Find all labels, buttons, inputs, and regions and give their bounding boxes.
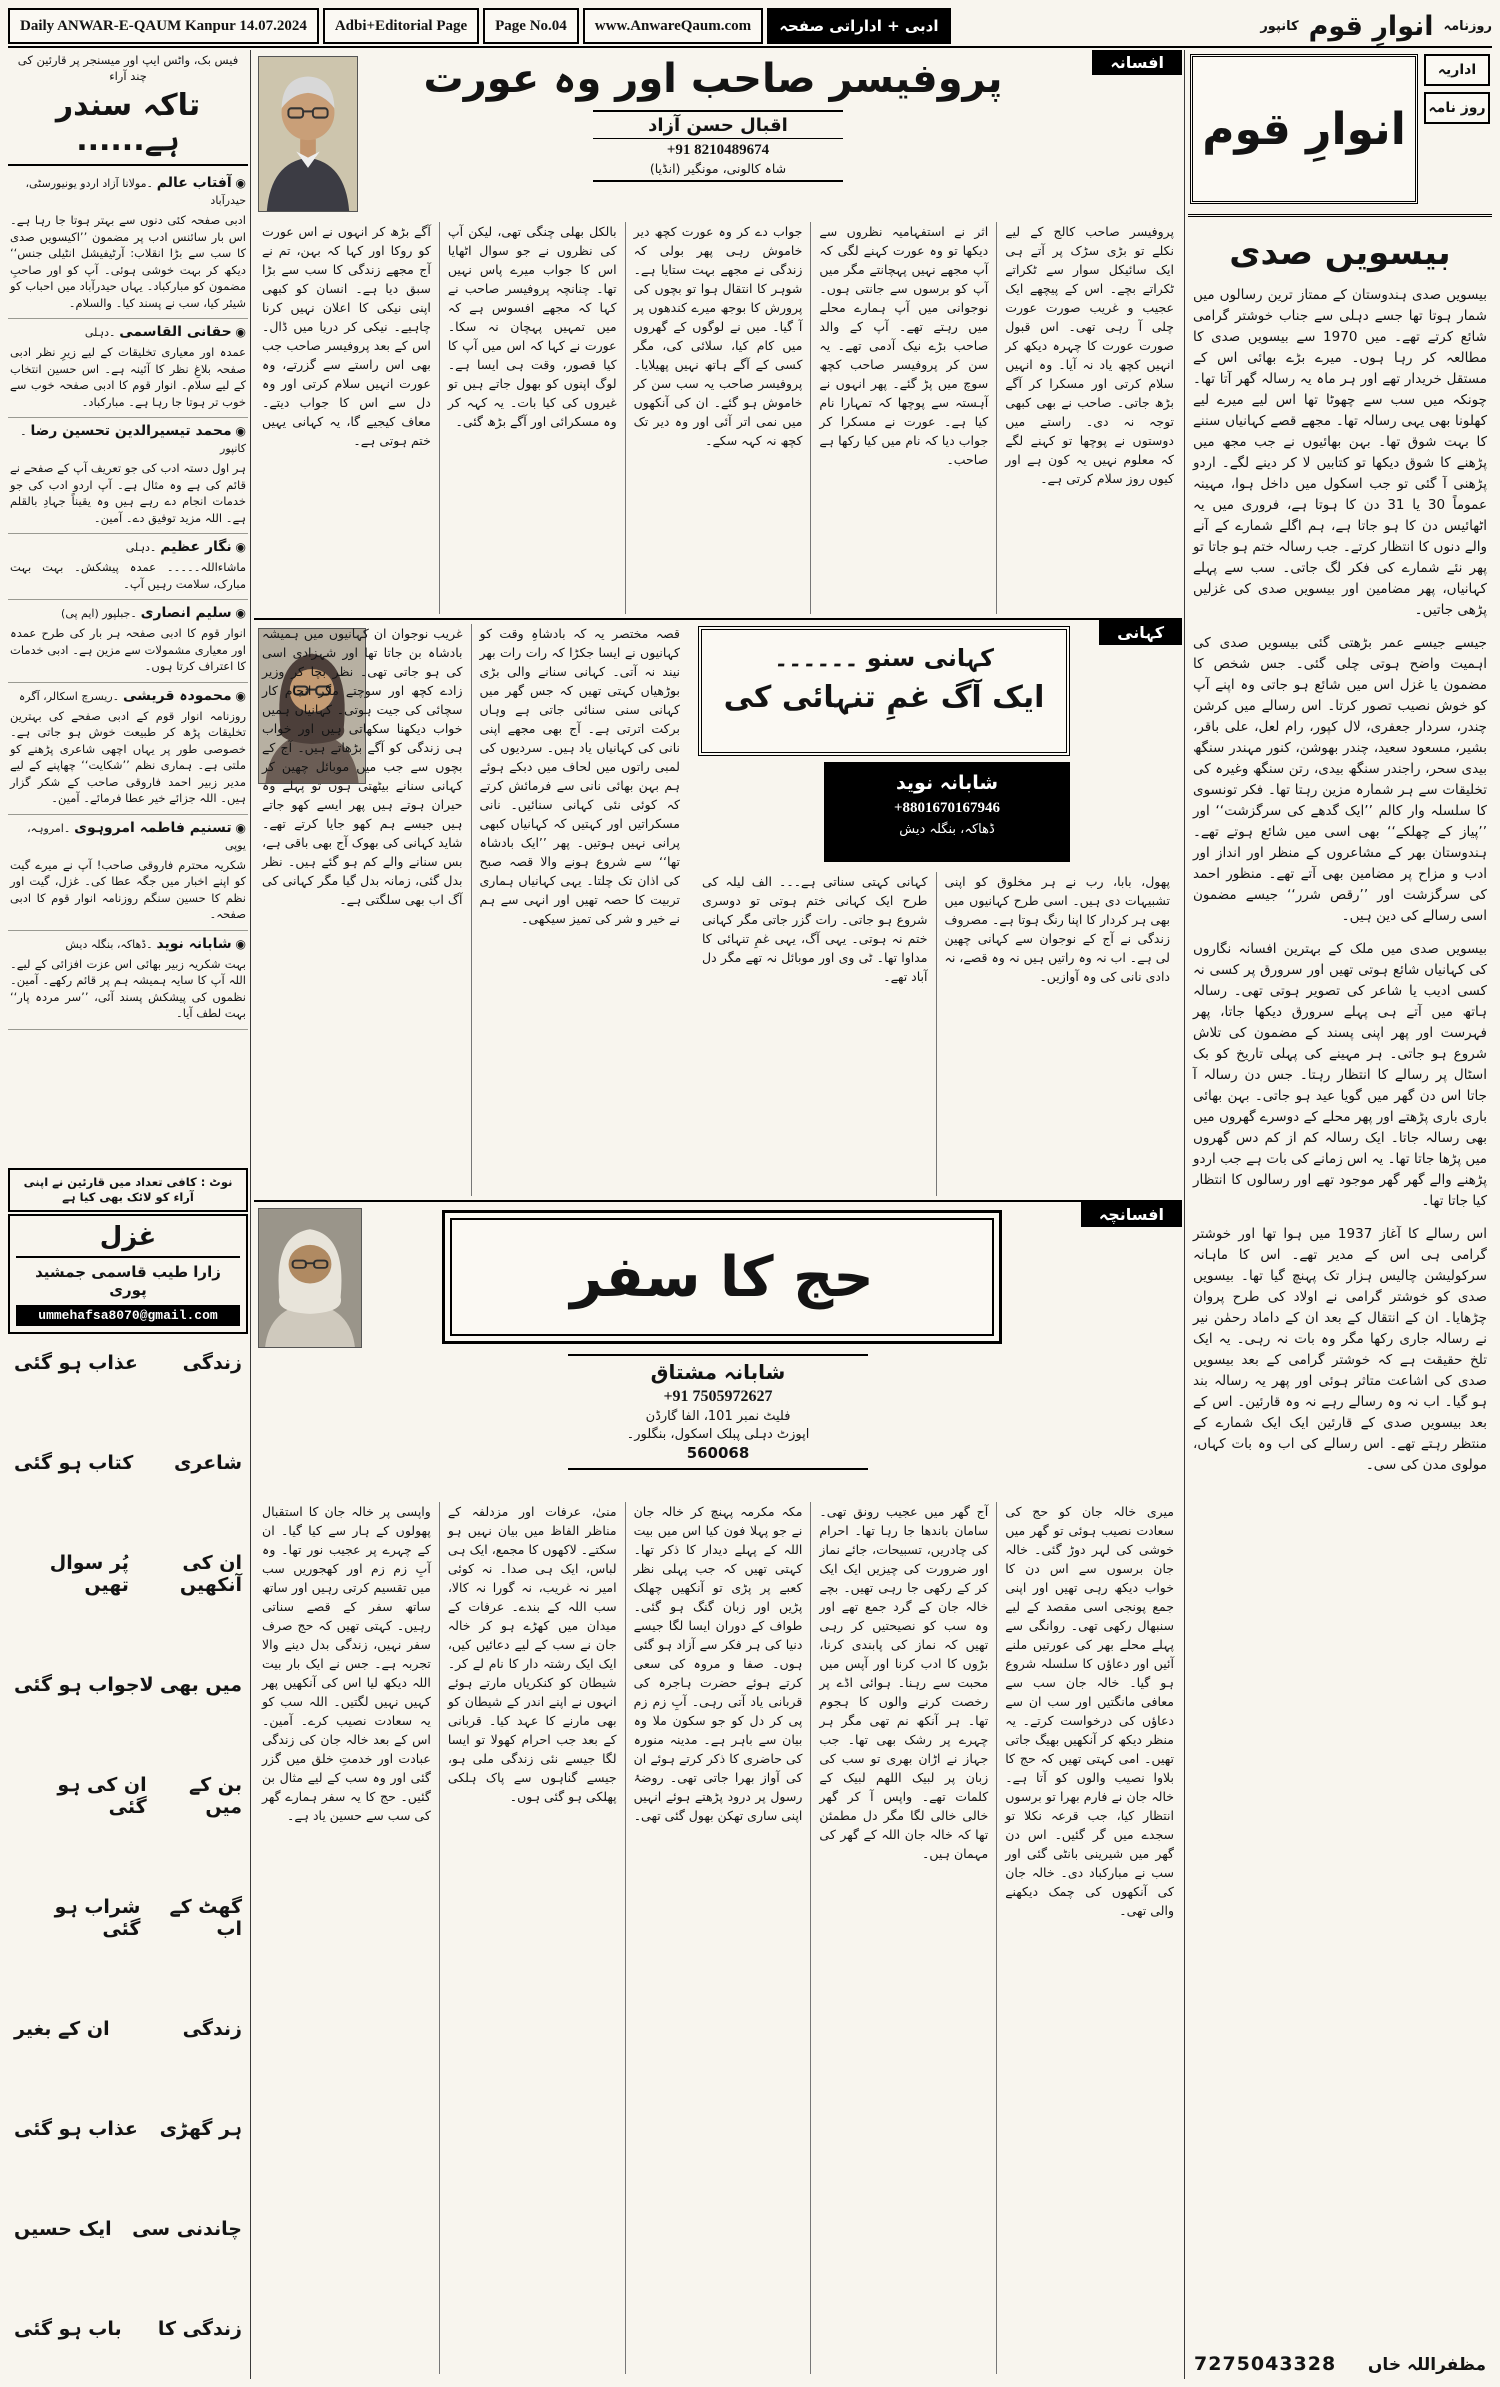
- story-kahani: [254, 620, 1182, 1198]
- opinion-text: شکریہ محترم فاروقی صاحب! آپ نے میرے گیت کو اپنے اخبار میں جگہ عطا کی۔ غزل، گیت اور نظم کا حسین سنگم روزنامہ انوار قوم کا ادبی صفحہ۔: [10, 857, 246, 921]
- opinion-entry: [8, 815, 248, 931]
- editorial-masthead: [1188, 50, 1492, 217]
- ghazal-line: شاعری کتاب ہو گئی: [14, 1452, 242, 1474]
- story-title: حج کا سفر: [450, 1218, 994, 1336]
- story-author: شابانہ نوید: [895, 772, 999, 794]
- story-author-address2: اپوزٹ دہلی پبلک اسکول، بنگلور۔: [626, 1427, 810, 1442]
- daily-label: روز نامہ: [1424, 92, 1490, 124]
- story-byline: [568, 1354, 868, 1470]
- ghazal-line: میں بھی لاجواب ہو گئی: [14, 1674, 242, 1696]
- story-author-pincode: 560068: [686, 1444, 750, 1462]
- opinion-text: بہت شکریہ زبیر بھائی اس عزت افزائی کے لیے۔ اللہ آپ کا سایہ ہمیشہ ہم پر قائم رکھے۔ آمین۔ نظموں کی پیشکش پسند آئی، ’’سر مردہ پار‘‘ بہت لطف آیا۔: [10, 956, 246, 1020]
- opinion-author: سلیم انصاری: [140, 605, 232, 621]
- story-column: جواب دے کر وہ عورت کچھ دیر خاموش رہی پھر بولی کہ زندگی نے مجھے بہت ستایا ہے۔ شوہر کا انتقال ہوا تو بچوں کی پرورش کا بوجھ میرے کندھوں پر آ گیا۔ میں نے لوگوں کے گھروں میں کام کیا، سلائی کی، مگر کسی کے آگے ہاتھ نہیں پھیلایا۔ پروفیسر صاحب یہ سب سن کر خاموش ہو گئے۔ ان کی آنکھوں میں نمی اتر آئی اور وہ دیر تک کچھ نہ کہہ سکے۔: [625, 222, 811, 614]
- story-body-bottom: [694, 872, 1178, 1196]
- opinion-entry: [8, 683, 248, 815]
- story-column: بالکل بھلی چنگی تھی، لیکن آپ کی نظروں نے جو سوال اٹھایا اس کا جواب میرے پاس نہیں تھا۔ چنانچہ پروفیسر صاحب نے کہا کہ مجھے افسوس ہے کہ میں تمہیں پہچان نہ سکا۔ عورت نے کہا کہ اس میں آپ کا کیا قصور، وقت ہی ایسا ہے۔ لوگ اپنوں کو بھول جاتے ہیں تو غیروں کی کیا بات۔ یہ کہہ کر وہ مسکرائی اور آگے بڑھ گئی۔: [439, 222, 625, 614]
- editorial-paragraph: بیسویں صدی میں ملک کے بہترین افسانہ نگاروں کی کہانیاں شائع ہوتی تھیں اور سرورق پر کسی نہ کسی ادیب یا شاعر کی تصویر ہوتی تھی۔ رسالہ ہاتھ میں آتے ہی پہلے سرورق دیکھا جاتا، پھر فہرست اور پھر اپنی پسند کے مضمون کی تلاش شروع ہو جاتی۔ ہر مہینے کی پہلی تاریخ کو بک اسٹال پر رسالے کا انتظار رہتا۔ جس دن رسالہ آ جاتا اس دن گھر میں گویا عید ہو جاتی۔ بہن بھائی باری باری پڑھتے اور پھر محلے کے دوسرے گھروں میں بھی رسالہ جاتا۔ ایک رسالہ کم از کم دس گھروں میں پڑھا جاتا تھا۔ یہ اس زمانے کی بات ہے جب اردو پڑھنے والے گھر گھر موجود تھے اور رسالوں کا انتظار کیا جاتا تھا۔: [1193, 941, 1487, 1209]
- opinion-author: آفتاب عالم: [156, 175, 232, 191]
- masthead-city: کانپور: [1260, 18, 1299, 34]
- story-author-address: شاہ کالونی، مونگیر (انڈیا): [649, 161, 787, 176]
- masthead-urdu: [955, 8, 1492, 44]
- opinion-author: محمد تیسیرالدین تحسین رضا: [30, 423, 232, 439]
- opinion-author: شابانہ نوید: [156, 935, 232, 952]
- story-title-box: [698, 626, 1070, 756]
- story-author-phone: +91 8210489674: [666, 142, 770, 158]
- masthead-title: انوارِ قوم: [1308, 10, 1434, 42]
- story-column: اثر نے استفہامیہ نظروں سے دیکھا تو وہ عورت کہنے لگی کہ آپ مجھے نہیں پہچانتے مگر میں آپ کو برسوں سے جانتی ہوں۔ نوجوانی میں آپ ہمارے محلے میں رہتے تھے۔ آپ کے والد صاحب بڑے نیک آدمی تھے۔ یہ سن کر پروفیسر صاحب کچھ سوچ میں پڑ گئے۔ پھر انہوں نے آہستہ سے پوچھا کہ تمہارا نام کیا ہے۔ عورت نے مسکرا کر جواب دیا کہ نام میں کیا رکھا ہے صاحب۔: [810, 222, 996, 614]
- column-rule-right: [1184, 50, 1185, 2379]
- story-title-box: [442, 1210, 1002, 1344]
- readers-opinions-column: [8, 50, 248, 1212]
- column-rule-left: [250, 50, 251, 2379]
- editorial-column: [1188, 50, 1492, 2379]
- page-section-label: Adbi+Editorial Page: [323, 8, 479, 44]
- story-author-address1: فلیٹ نمبر 101، الفا گارڈن: [645, 1409, 791, 1424]
- opinion-author: تسنیم فاطمہ امروہوی: [74, 819, 232, 836]
- ghazal-poet: زارا طیب قاسمی جمشید پوری: [35, 1263, 221, 1299]
- bullet-icon: ◉: [235, 424, 246, 438]
- bullet-icon: ◉: [235, 325, 246, 339]
- story-author-city: ڈھاکہ، بنگلہ دیش: [899, 822, 995, 837]
- editorial-body: [1188, 285, 1492, 1476]
- story-genre-label: کہانی: [1099, 620, 1182, 645]
- portrait-man-icon: [259, 57, 357, 211]
- editorial-paragraph: جیسے جیسے عمر بڑھتی گئی بیسویں صدی کی اہمیت واضح ہوتی چلی گئی۔ جس شخص کا مضمون یا غزل اس میں شائع ہو جاتی وہ اپنے آپ کو خوش نصیب تصور کرتا۔ اس رسالے میں کرشن چندر، سردار جعفری، لال کپور، رام لعل، علی باقر، بشیر، مسعود سعید، چندر بھوشن، کنور مہندر سنگھ بیدی سحر، راجندر سنگھ بیدی، رتن سنگھ وغیرہ کی تخلیقات سے ہر شمارہ مزین رہتا تھا۔ فکر تونسوی کا سلسلہ وار کالم ’’ایک گدھے کی سرگزشت‘‘ اور ’’پیاز کے چھلکے‘‘ بھی اسی میں شائع ہوتے تھے۔ ہندوستان بھر کے مشاعروں کے منظر اور انداز اور ادب و مزاح پر مضامین بھی آتے تھے۔ منظور احمد کی سرگزشت اور ’’رقص شرر‘‘ جیسے مضمون اسی رسالے کی دین ہیں۔: [1193, 635, 1487, 924]
- story-body: [254, 1502, 1182, 2374]
- opinion-location: ۔ریسرچ اسکالر، آگرہ: [18, 689, 120, 703]
- ghazal-line: ہر گھڑی عذاب ہو گئی: [14, 2118, 242, 2140]
- opinion-entry: [8, 170, 248, 319]
- ghazal-header-box: [8, 1214, 248, 1334]
- story-column: واپسی پر خالہ جان کا استقبال پھولوں کے ہار سے کیا گیا۔ ان کے چہرے پر عجیب نور تھا۔ وہ آبِ زم زم اور کھجوریں سب میں تقسیم کرتی رہیں اور ساتھ ساتھ سفر کے قصے سناتی رہیں۔ کہتی تھیں کہ حج صرف سفر نہیں، زندگی بدل دینے والا تجربہ ہے۔ جس نے ایک بار بیت اللہ دیکھ لیا اس کی آنکھیں پھر کہیں نہیں لگتیں۔ اللہ سب کو یہ سعادت نصیب کرے۔ آمین۔ اس کے بعد خالہ جان کی زندگی عبادت اور خدمتِ خلق میں گزر گئی اور وہ سب کے لیے مثال بن گئیں۔ حج کا یہ سفر ہمارے گھر کی سب سے حسین یاد ہے۔: [262, 1504, 431, 1823]
- opinion-location: ۔مولانا آزاد اردو یونیورسٹی، حیدرآباد: [25, 177, 246, 207]
- story-author: شابانہ مشتاق: [650, 1360, 786, 1384]
- story-body: [254, 222, 1182, 614]
- opinion-entry: [8, 319, 248, 418]
- masthead-english: Daily ANWAR-E-QAUM Kanpur 14.07.2024: [8, 8, 319, 44]
- story-body-right: [254, 624, 688, 1196]
- editor-name: مظفراللہ خاں: [1367, 2355, 1486, 2375]
- story-column: پھول، بابا، رب نے ہر مخلوق کو اپنی تشبیہات دی ہیں۔ اسی طرح کہانیوں میں بھی ہر کردار کا اپنا رنگ ہوتا ہے۔ مصروف زندگی نے آج کے نوجوان سے کہانی چھین لی ہے۔ اب نہ وہ راتیں ہیں نہ وہ قصے، نہ دادی نانی کی وہ آوازیں۔: [936, 872, 1179, 1196]
- masthead-prefix: روزنامہ: [1443, 18, 1492, 34]
- ghazal-line: زندگی ان کے بغیر: [14, 2018, 242, 2040]
- opinion-location: ۔دہلی: [84, 326, 116, 339]
- story-column: کہانی کہتی سناتی ہے۔۔۔ الف لیلہ کی طرح ایک کہانی ختم ہوتی تو دوسری شروع ہو جاتی۔ رات گزر جاتی مگر کہانی ختم نہ ہوتی۔ یہی آگ، یہی غمِ تنہائی کا مداوا تھا۔ ٹی وی اور موبائل نہ تھے مگر دل آباد تھے۔: [702, 874, 928, 984]
- header-divider: [8, 46, 1492, 48]
- opinion-author: محمودہ قریشی: [122, 687, 232, 704]
- page-header: [8, 8, 1492, 44]
- story-column: مکہ مکرمہ پہنچ کر خالہ جان نے جو پہلا فون کیا اس میں بیت اللہ کے پہلے دیدار کا ذکر تھا۔ کہتی تھیں کہ جب پہلی نظر کعبے پر پڑی تو آنکھیں چھلک پڑیں اور زبان گنگ ہو گئی۔ طواف کے دوران ایسا لگا جیسے دنیا کی ہر فکر سے آزاد ہو گئی ہوں۔ صفا و مروہ کی سعی کرتے ہوئے حضرت ہاجرہ کی قربانی یاد آتی رہی۔ آبِ زم زم پی کر دل کو جو سکون ملا وہ بیان سے باہر ہے۔ مدینہ منورہ کی حاضری کا ذکر کرتے ہوئے ان کی آواز بھرا جاتی تھی۔ روضۂ رسول پر درود پڑھتے ہوئے انہیں اپنی ساری تھکن بھول گئی تھی۔: [625, 1502, 811, 2374]
- editor-note: نوٹ : کافی تعداد میں قارئین نے اپنی آراء کو لائک بھی کیا ہے: [8, 1168, 248, 1212]
- ghazal-verses: [8, 1352, 248, 2340]
- opinion-author: حقانی القاسمی: [119, 324, 232, 340]
- opinion-text: عمدہ اور معیاری تخلیقات کے لیے زیرِ نظر ادبی صفحہ بلاغِ نظر کا آئینہ ہے۔ اس حسین انتخاب کے لیے سلام۔ انوار قوم کا ادبی صفحہ خوب سے خوب تر ہوتا جا رہا ہے۔ مبارکباد۔: [10, 345, 246, 409]
- opinion-location: ۔جبلپور (ایم پی): [61, 607, 137, 620]
- story-title-line2: ایک آگ غمِ تنہائی کی: [723, 680, 1045, 715]
- author-photo: [258, 56, 358, 212]
- opinion-author: نگار عظیم: [160, 539, 232, 555]
- opinion-entry: [8, 931, 248, 1030]
- bullet-icon: ◉: [235, 176, 246, 190]
- editorial-signature: [1194, 2353, 1486, 2375]
- ghazal-section: [8, 1214, 248, 2379]
- opinion-location: ۔امروہہ، یوپی: [27, 821, 246, 852]
- ghazal-email: ummehafsa8070@gmail.com: [16, 1305, 240, 1326]
- story-professor: [254, 50, 1182, 618]
- opinions-intro: فیس بک، واٹس ایپ اور میسنجر پر قارئین کی چند آراء: [17, 53, 239, 83]
- ghazal-title: غزل: [16, 1222, 240, 1258]
- portrait-woman-icon: [259, 1209, 361, 1347]
- story-column: غریب نوجوان ان کہانیوں میں ہمیشہ بادشاہ بن جاتا تھا اور شہزادی اسی کی ہو جاتی تھی۔ نظر بچا کر وزیر زادے کچھ اور سوچتے مگر انجام کار سچائی کی جیت ہوتی۔ کہانیاں ہمیں خواب دیکھنا سکھاتی ہیں اور خواب ہی زندگی کو آگے بڑھاتے ہیں۔ آج کے بچوں سے جب میں موبائل چھین کر کہانی سنانے بیٹھتی ہوں تو پہلے وہ حیران ہوتے ہیں پھر ایسے کھو جاتے ہیں جیسے ہم کھو جایا کرتے تھے۔ شاید کہانی کی بھوک آج بھی باقی ہے، بس سنانے والے کم ہو گئے ہیں۔ نظر بدل گئی، زمانہ بدل گیا مگر کہانی کی آگ اب بھی سلگتی ہے۔: [262, 626, 463, 907]
- opinion-location: ۔دہلی: [125, 541, 157, 554]
- editorial-heading: بیسویں صدی: [1229, 233, 1451, 273]
- story-title-line1: کہانی سنو ۔۔۔۔۔۔: [774, 644, 994, 672]
- page-number: Page No.04: [483, 8, 579, 44]
- story-byline: [824, 762, 1070, 862]
- paper-logo: انوارِ قوم: [1190, 54, 1418, 204]
- ghazal-line: چاندنی سی ایک حسیں: [14, 2218, 242, 2240]
- opinion-entry: [8, 418, 248, 534]
- story-column: قصہ مختصر یہ کہ بادشاہِ وقت کو کہانیوں نے ایسا جکڑا کہ رات رات بھر نیند نہ آتی۔ کہانی سنانے والی بڑی بوڑھیاں کہتی تھیں کہ جس گھر میں کہانی سنی سنائی جاتی ہے وہاں برکت اترتی ہے۔ آج بھی مجھے اپنی نانی کی کہانیاں یاد ہیں۔ سردیوں کی لمبی راتوں میں لحاف میں دبکے ہوئے ہم بہن بھائی نانی سے فرمائش کرتے کہ کوئی نئی کہانی سنائیں۔ نانی مسکراتیں اور کہتیں کہ کہانیاں کبھی پرانی نہیں ہوتیں۔ پھر ’’ایک بادشاہ تھا‘‘ سے شروع ہونے والا قصہ صبح کی اذان تک چلتا۔ یہی کہانیاں ہماری تربیت کا حصہ تھیں اور انہی سے ہم نے خیر و شر کی تمیز سیکھی۔: [471, 624, 689, 1196]
- opinion-entry: [8, 534, 248, 600]
- opinion-entry: [8, 600, 248, 683]
- urdu-section-label: ادبی + اداراتی صفحہ: [767, 8, 950, 44]
- story-author: اقبال حسن آزاد: [593, 115, 843, 139]
- story-hajj: [254, 1202, 1182, 2379]
- author-photo: [258, 1208, 362, 1348]
- editorial-paragraph: بیسویں صدی ہندوستان کے ممتاز ترین رسالوں میں شمار ہوتا تھا جسے دہلی سے جناب خوشتر گرامی شائع کرتے تھے۔ میں 1970 سے بیسویں صدی کا مطالعہ کر رہا ہوں۔ میرے بڑے بھائی اس کے مستقل خریدار تھے اور ہر ماہ یہ رسالہ گھر آتا تھا۔ چونکہ میں سب سے چھوٹا تھا اس لیے میرے لیے کھلونا بھی یہی رسالہ تھا۔ مجھے قصے کہانیاں سننے کا بہت شوق تھا۔ بہن بھائیوں نے جب مجھ میں پڑھنے کا شوق دیکھا تو کتابیں لا کر دینے لگے۔ اردو پڑھنی آ گئی تو جب اسکول میں داخل ہوا، مہینہ عموماً 30 یا 31 دن کا ہوتا ہے، فروری میں یہ اٹھائیس دن کا ہو جاتا ہے، ہم اگلے شمارے کے آنے والے دنوں کا انتظار کرتے۔ جب رسالہ ختم ہو جاتا تو پھر نئے شمارے کی فکر لگ جاتی۔ سب سے پہلے کہانیاں، پھر مضامین اور بیسویں صدی کی غزلیں پڑھی جاتیں۔: [1193, 287, 1487, 618]
- bullet-icon: ◉: [235, 540, 246, 554]
- bullet-icon: ◉: [235, 936, 246, 951]
- story-genre-label: افسانہ: [1092, 50, 1182, 75]
- opinions-heading: تاکہ سندر ہے......: [8, 84, 248, 166]
- story-title: پروفیسر صاحب اور وہ عورت: [423, 56, 1003, 102]
- website-url: www.AnwareQaum.com: [583, 8, 763, 44]
- editorial-paragraph: اس رسالے کا آغاز 1937 میں ہوا تھا اور خوشتر گرامی ہی اس کے مدیر تھے۔ اس کا ماہانہ سرکولیشن چالیس ہزار تک پہنچ گیا تھا۔ بیسویں صدی کو خوشتر گرامی نے اولاد کی طرح پروان چڑھایا۔ ان کے انتقال کے بعد ان کے داماد رحمٰن نیر نے رسالہ جاری رکھا مگر وہ بات نہ رہی۔ یہ ایک تلخ حقیقت ہے کہ خوشتر گرامی کے بعد بیسویں صدی کی اشاعت متاثر ہوئی اور پھر یہ رسالہ بند ہو گیا۔ اب نہ وہ رسالے رہے نہ وہ قارئین۔ اس کے بعد بیسویں صدی کے قارئین ایک ایک شمارے کے منتظر رہتے تھے۔ اس رسالے کی اب وہ بات کہاں، مولوی مدن کی سی۔: [1193, 1226, 1487, 1473]
- bullet-icon: ◉: [235, 820, 246, 835]
- ghazal-line: زندگی کا باب ہو گئی: [14, 2318, 242, 2340]
- opinion-text: ادبی صفحہ کئی دنوں سے بہتر ہوتا جا رہا ہے۔ اس بار سائنس ادب پر مضمون ’’اکیسویں صدی کا سب سے بڑا انقلاب: آرٹیفیشل انٹیلی جنس‘‘ دیکھ کر بہت خوشی ہوئی۔ آپ کو اور صاحبِ مضمون کو مبارکباد۔ یہاں حیدرآباد میں احباب کو شیئر کیا، سب نے پسند کیا۔ والسلام۔: [10, 213, 246, 310]
- bullet-icon: ◉: [235, 606, 246, 620]
- ghazal-line: گھٹ کے اب شراب ہو گئی: [54, 1896, 242, 1940]
- story-author-phone: +91 7505972627: [663, 1388, 773, 1405]
- ghazal-line: زندگی عذاب ہو گئی: [14, 1352, 242, 1374]
- opinion-text: ماشاءاللہ۔۔۔۔۔ عمدہ پیشکش۔ بہت بہت مبارک، سلامت رہیں آپ۔: [10, 560, 246, 591]
- story-column: میری خالہ جان کو حج کی سعادت نصیب ہوئی تو گھر میں خوشی کی لہر دوڑ گئی۔ خالہ جان برسوں سے اس دن کا خواب دیکھ رہی تھیں اور اپنی جمع پونجی اسی مقصد کے لیے سنبھال رکھی تھی۔ روانگی سے پہلے محلے بھر کی عورتیں ملنے آئیں اور دعاؤں کا سلسلہ شروع ہو گیا۔ خالہ جان سب سے معافی مانگتیں اور سب ان سے دعاؤں کی درخواست کرتے۔ یہ منظر دیکھ کر آنکھیں بھیگ جاتی تھیں۔ امی کہتی تھیں کہ حج کا بلاوا نصیب والوں کو آتا ہے۔ خالہ جان نے فارم بھرا تو برسوں انتظار کیا، جب قرعہ نکلا تو سجدے میں گر گئیں۔ اس دن گھر میں شیرینی بانٹی گئی اور سب نے مبارکباد دی۔ خالہ جان کی آنکھوں کی چمک دیکھنے والی تھی۔: [996, 1502, 1182, 2374]
- story-genre-label: افسانچہ: [1081, 1202, 1182, 1227]
- story-column: منیٰ، عرفات اور مزدلفہ کے مناظر الفاظ میں بیان نہیں ہو سکتے۔ لاکھوں کا مجمع، ایک ہی لباس، ایک ہی صدا۔ نہ کوئی امیر نہ غریب، نہ گورا نہ کالا، سب اللہ کے بندے۔ عرفات کے میدان میں کھڑے ہو کر خالہ جان نے سب کے لیے دعائیں کیں، ایک ایک رشتہ دار کا نام لے کر۔ شیطان کو کنکریاں مارتے ہوئے انہوں نے اپنے اندر کے شیطان کو بھی مارنے کا عہد کیا۔ قربانی کے بعد جب احرام کھولا تو ایسا لگا جیسے نئی زندگی ملی ہو، جیسے گناہوں سے پاک ہلکی پھلکی ہو گئی ہوں۔: [439, 1502, 625, 2374]
- story-byline: [593, 110, 843, 182]
- bullet-icon: ◉: [235, 688, 246, 703]
- story-column: آج گھر میں عجیب رونق تھی۔ سامان باندھا جا رہا تھا۔ احرام کی چادریں، تسبیحات، جائے نماز اور ضرورت کی چیزیں ایک ایک کر کے رکھی جا رہی تھیں۔ بچے خالہ جان کے گرد جمع تھے اور وہ سب کو نصیحتیں کر رہی تھیں کہ نماز کی پابندی کرنا، بڑوں کا ادب کرنا اور آپس میں محبت سے رہنا۔ ہوائی اڈے پر رخصت کرنے والوں کا ہجوم تھا۔ ہر آنکھ نم تھی مگر ہر چہرے پر رشک بھی تھا۔ جب جہاز نے اڑان بھری تو سب کی زبان پر لبیک اللھم لبیک کے کلمات تھے۔ واپس آ کر گھر خالی خالی لگا مگر دل مطمئن تھا کہ خالہ جان اللہ کے گھر کی مہمان ہیں۔: [810, 1502, 996, 2374]
- editor-phone: 7275043328: [1194, 2353, 1337, 2375]
- opinion-text: انوار قوم کا ادبی صفحہ ہر بار کی طرح عمدہ اور معیاری مشمولات سے مزین ہے۔ ادبی خدمات کا اعتراف کرتا ہوں۔: [10, 626, 246, 673]
- story-column: پروفیسر صاحب کالج کے لیے نکلے تو بڑی سڑک پر آتے ہی ایک سائیکل سوار سے ٹکراتے ٹکراتے بچے۔ اس کے پیچھے ایک عجیب و غریب صورت عورت چلی آ رہی تھی۔ اس قبول صورت عورت کا چہرہ دیکھ کر انہیں کچھ یاد نہ آیا۔ وہ انہیں سلام کرتی اور مسکرا کر آگے بڑھ جاتی۔ صاحب نے بھی کبھی توجہ نہ دی۔ راستے میں دوستوں نے پوچھا تو کہنے لگے کہ معلوم نہیں یہ کون ہے اور کیوں روز سلام کرتی ہے۔: [996, 222, 1182, 614]
- opinion-location: ۔ڈھاکہ، بنگلہ دیش: [65, 937, 153, 951]
- story-author-phone: +8801670167946: [893, 800, 1001, 816]
- opinion-text: ہر اول دستہ ادب کی جو تعریف آپ کے صفحے نے قائم کی ہے وہ مثال ہے۔ آپ اردو ادب کی جو خدمات انجام دے رہے ہیں وہ یقیناً جہادِ بالقلم ہے۔ اللہ مزید توفیق دے۔ آمین۔: [10, 461, 246, 525]
- opinion-location: ۔کانپور: [20, 425, 246, 455]
- ghazal-line: ان کی آنکھیں پُر سوال تھیں: [49, 1552, 242, 1596]
- story-column: آگے بڑھ کر انہوں نے اس عورت کو روکا اور کہا کہ بہن، تم نے آج مجھے زندگی کا سب سے بڑا سبق دیا ہے۔ انسان کو کبھی اپنی نیکی کا اعلان نہیں کرنا چاہیے۔ نیکی کر دریا میں ڈال۔ اس کے بعد پروفیسر صاحب جب بھی اس راستے سے گزرتے، وہ عورت انہیں سلام کرتی اور وہ دل سے اس کا جواب دیتے۔ معاف کیجیے گا، یہ کہانی یہیں ختم ہوتی ہے۔: [262, 224, 431, 448]
- editorial-label: اداریہ: [1424, 54, 1490, 86]
- opinion-text: روزنامہ انوار قوم کے ادبی صفحے کی بہترین تخلیقات پڑھ کر طبیعت خوش ہو جاتی ہے۔ خصوصی طور پر یہاں اچھی شاعری پڑھنے کو ملتی ہے۔ ہماری نظم ’’شکایت‘‘ چھاپنے کے لیے مدیر زبیر احمد فاروقی صاحب کے شکر گزار ہیں۔ اللہ جزائے خیر عطا فرمائے۔ آمین۔: [10, 708, 246, 805]
- ghazal-line: بن کے میں ان کی ہو گئی: [57, 1774, 242, 1818]
